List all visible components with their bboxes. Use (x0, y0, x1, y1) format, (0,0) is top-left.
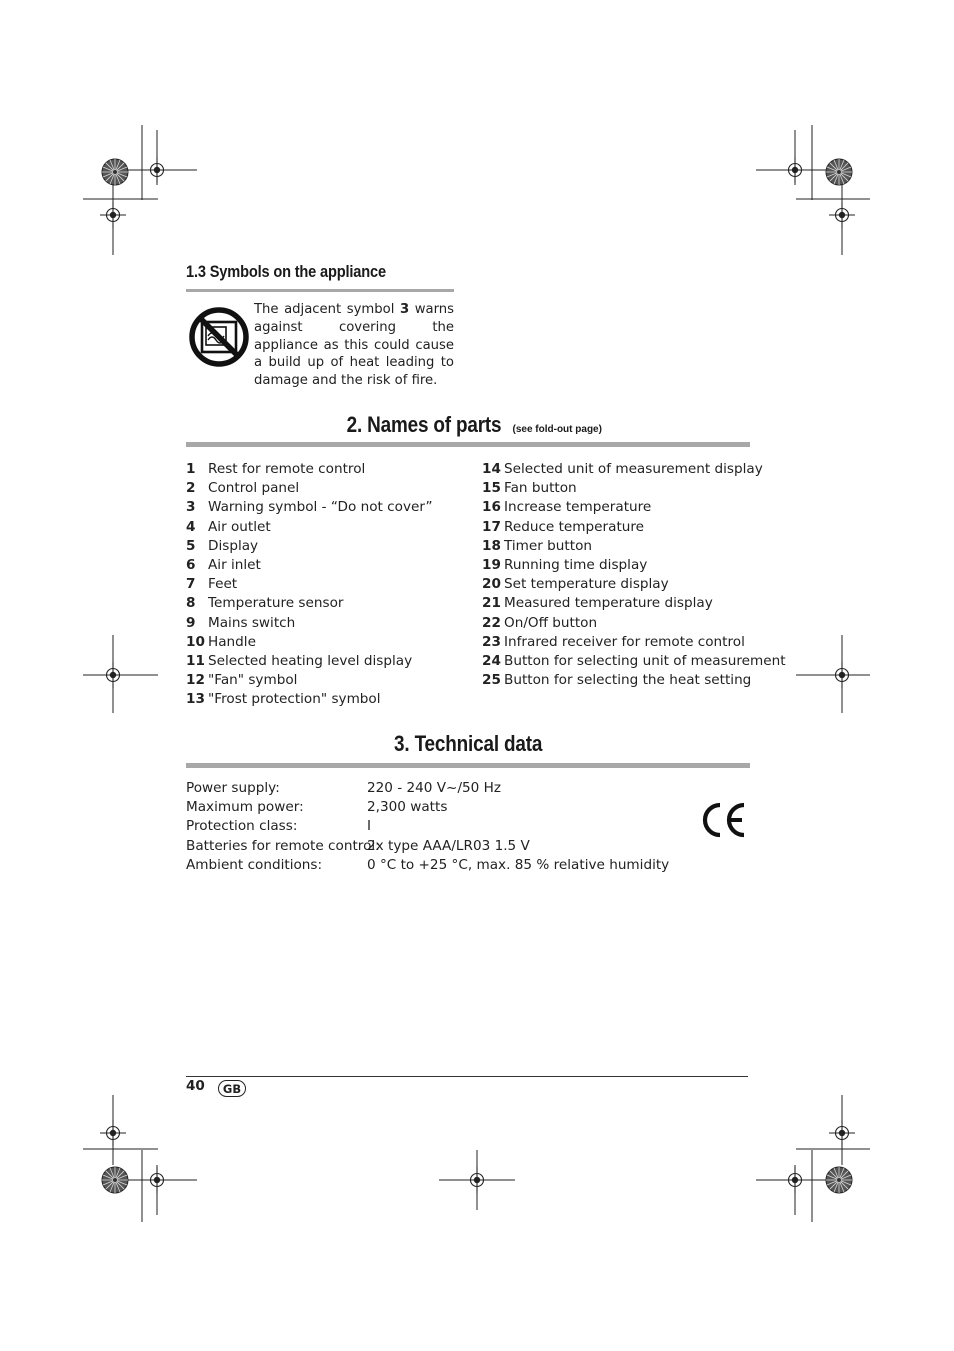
tech-data-label: Protection class: (186, 818, 298, 835)
do-not-cover-icon (188, 306, 250, 368)
parts-list-item (482, 537, 786, 556)
part-label: Mains switch (208, 614, 296, 631)
part-number: 2 (186, 480, 196, 497)
part-label: "Frost protection" symbol (208, 691, 381, 708)
parts-list-item (186, 479, 433, 498)
part-label: Measured temperature display (504, 595, 713, 612)
warning-text-start: The adjacent symbol (254, 302, 400, 317)
part-number: 12 (186, 672, 205, 689)
page-number: 40 (186, 1078, 205, 1094)
part-number: 20 (482, 576, 501, 593)
part-number: 3 (186, 499, 196, 516)
part-number: 15 (482, 480, 501, 497)
part-label: Selected heating level display (208, 652, 413, 669)
parts-list-item (186, 652, 433, 671)
parts-section-subtitle: (see fold-out page) (512, 424, 602, 435)
symbols-section-title: 1.3 Symbols on the appliance (186, 262, 386, 281)
parts-list-item (186, 537, 433, 556)
part-number: 10 (186, 633, 205, 650)
part-number: 7 (186, 576, 196, 593)
tech-data-row (186, 817, 669, 836)
warning-symbol-number: 3 (399, 302, 410, 317)
tech-data-label: Ambient conditions: (186, 856, 323, 873)
part-number: 16 (482, 499, 501, 516)
footer-rule (186, 1076, 748, 1077)
tech-data-value: 220 - 240 V~/50 Hz (367, 780, 502, 796)
tech-data-value: I (367, 818, 372, 835)
parts-list-item (186, 575, 433, 594)
part-label: Rest for remote control (208, 461, 366, 477)
part-number: 22 (482, 614, 501, 631)
tech-data-label: Maximum power: (186, 799, 304, 816)
parts-list-item (482, 614, 786, 633)
parts-list-item (482, 498, 786, 517)
part-label: Warning symbol - “Do not cover” (208, 499, 433, 516)
tech-data-value: 0 °C to +25 °C, max. 85 % relative humidity (367, 856, 670, 873)
tech-data-row (186, 798, 669, 817)
part-label: Button for selecting unit of measurement (504, 652, 786, 669)
part-label: Fan button (504, 480, 577, 497)
part-number: 18 (482, 537, 501, 554)
part-label: Temperature sensor (208, 595, 344, 612)
parts-list-item (482, 556, 786, 575)
part-label: Timer button (504, 537, 593, 554)
part-number: 21 (482, 595, 501, 612)
part-label: Running time display (504, 556, 648, 573)
part-number: 11 (186, 652, 205, 669)
tech-data-value: 2,300 watts (367, 799, 448, 816)
parts-list-item (482, 518, 786, 537)
part-label: Display (208, 537, 259, 554)
parts-list-item (482, 479, 786, 498)
parts-divider (186, 442, 750, 447)
tech-divider (186, 763, 750, 768)
part-label: Control panel (208, 480, 300, 497)
part-number: 23 (482, 633, 501, 650)
tech-data-label: Power supply: (186, 780, 280, 796)
part-label: Air inlet (208, 556, 261, 573)
tech-data-row (186, 779, 669, 798)
part-number: 24 (482, 652, 501, 669)
language-badge: GB (218, 1080, 246, 1097)
parts-list-item (186, 633, 433, 652)
part-number: 1 (186, 461, 196, 477)
parts-list-item (482, 575, 786, 594)
part-number: 17 (482, 518, 501, 535)
part-label: Button for selecting the heat setting (504, 672, 752, 689)
tech-data-row (186, 856, 669, 875)
parts-list-item (186, 518, 433, 537)
parts-list-item (482, 671, 786, 690)
part-label: Selected unit of measurement display (504, 461, 763, 477)
part-label: "Fan" symbol (208, 672, 298, 689)
parts-list-item (186, 690, 433, 709)
parts-list-item (186, 671, 433, 690)
part-number: 8 (186, 595, 196, 612)
tech-data-label: Batteries for remote control: (186, 837, 380, 854)
symbol-warning-text (254, 301, 454, 390)
part-label: Air outlet (208, 518, 271, 535)
tech-data-value: 2x type AAA/LR03 1.5 V (367, 837, 530, 854)
tech-section-heading (186, 731, 750, 757)
parts-list-left (186, 460, 433, 709)
part-label: Feet (208, 576, 238, 593)
parts-list-item (482, 633, 786, 652)
parts-section-title: 2. Names of parts (346, 412, 502, 437)
symbols-divider (186, 289, 454, 292)
part-number: 4 (186, 518, 196, 535)
part-label: On/Off button (504, 614, 598, 631)
part-label: Reduce temperature (504, 518, 645, 535)
part-number: 6 (186, 556, 196, 573)
parts-list-item (482, 652, 786, 671)
ce-mark-icon (700, 800, 748, 840)
part-number: 19 (482, 556, 501, 573)
parts-section-heading (186, 412, 750, 438)
part-label: Increase temperature (504, 499, 652, 516)
parts-list-right (482, 460, 786, 690)
part-number: 25 (482, 672, 501, 689)
part-label: Set temperature display (504, 576, 669, 593)
parts-list-item (186, 556, 433, 575)
parts-list-item (186, 614, 433, 633)
warning-text-end: warns against covering the appliance as this could cause a build up of heat leading to damage and the risk of fire. (254, 302, 454, 389)
part-label: Infrared receiver for remote control (504, 633, 745, 650)
parts-list-item (186, 460, 433, 479)
parts-list-item (482, 460, 786, 479)
parts-list-item (186, 594, 433, 613)
part-number: 14 (482, 461, 501, 477)
parts-list-item (186, 498, 433, 517)
tech-data-table (186, 779, 669, 875)
tech-section-title: 3. Technical data (393, 731, 543, 756)
part-number: 9 (186, 614, 196, 631)
part-number: 5 (186, 537, 196, 554)
tech-data-row (186, 837, 669, 856)
part-label: Handle (208, 633, 256, 650)
parts-list-item (482, 594, 786, 613)
part-number: 13 (186, 691, 205, 708)
